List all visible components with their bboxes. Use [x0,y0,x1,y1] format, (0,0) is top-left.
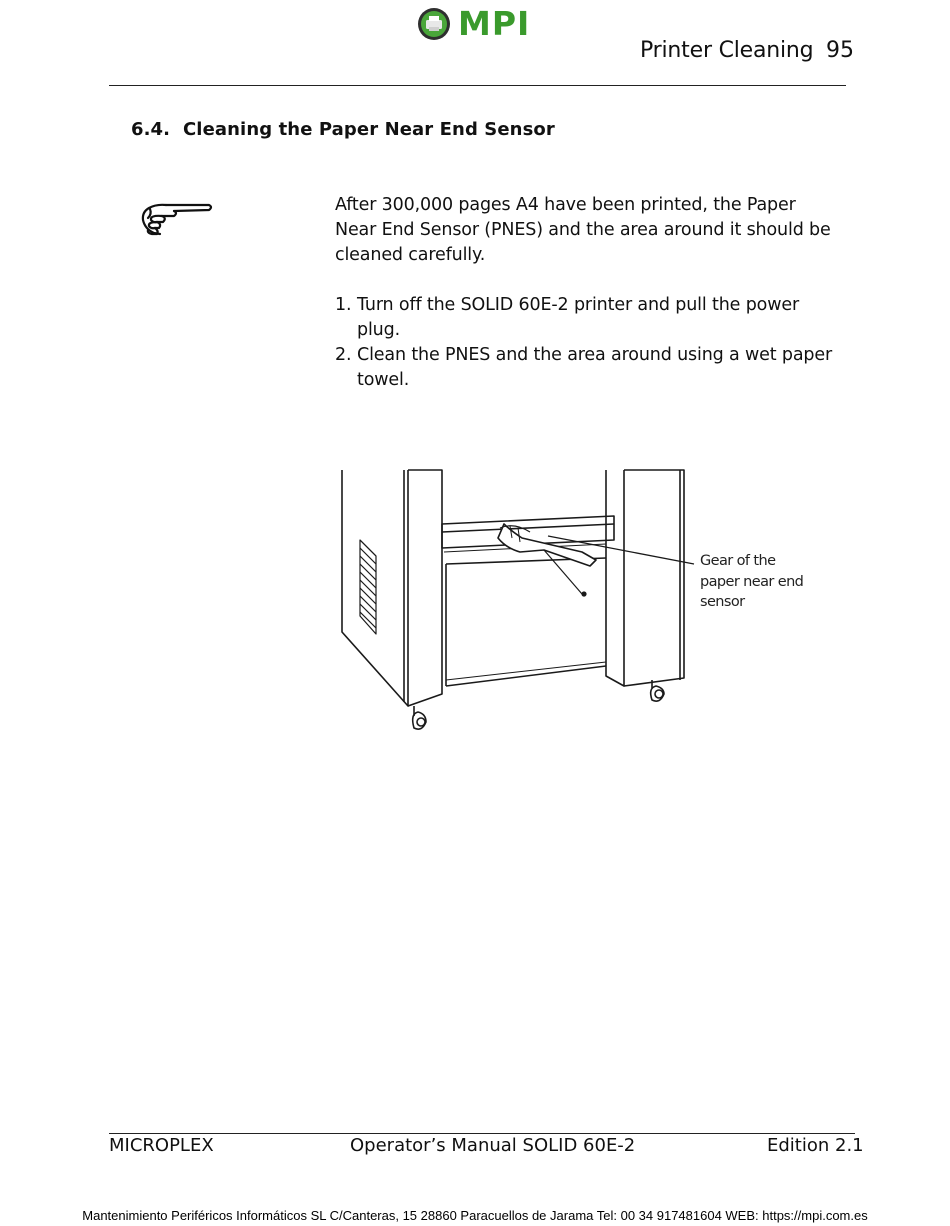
header-divider [109,85,846,86]
footer-edition: Edition 2.1 [767,1135,864,1156]
page-number: 95 [826,38,854,63]
caster-right [651,680,664,701]
footer-divider [109,1133,855,1134]
step-text: Turn off the SOLID 60E-2 printer and pull the power plug. [357,295,800,340]
logo-text: MPI [458,4,531,43]
cabinet-left-side [342,470,408,706]
step-item [335,343,835,393]
vent-slots [360,540,376,634]
cabinet-right-column [606,470,624,686]
footer-company: MICROPLEX [109,1135,214,1156]
callout-line: Gear of the [700,553,776,569]
section-heading [131,119,555,140]
printer-badge-icon [416,6,452,42]
step-text: Clean the PNES and the area around using a wet paper towel. [357,345,833,390]
pointing-hand-icon [136,196,216,240]
callout-line: sensor [700,594,745,610]
section-title: Cleaning the Paper Near End Sensor [183,119,555,140]
footer-manual-title: Operator’s Manual SOLID 60E-2 [350,1135,636,1156]
distributor-note: Mantenimiento Periféricos Informáticos SL C/Canteras, 15 28860 Paracuellos de Jarama Tel: 00 34 917481604 WEB: https://mpi.com.es [82,1208,868,1223]
section-number: 6.4. [131,119,171,140]
step-number: 1. [335,295,352,315]
running-header-title: Printer Cleaning [640,38,814,63]
mpi-logo [416,6,540,42]
intro-paragraph: After 300,000 pages A4 have been printed, the Paper Near End Sensor (PNES) and the area around it should be cleaned carefully. [335,195,831,265]
step-item [335,293,835,343]
step-number: 2. [335,345,352,365]
callout-label [700,551,803,613]
callout-line: paper near end [700,573,804,590]
caster-left [413,706,426,729]
